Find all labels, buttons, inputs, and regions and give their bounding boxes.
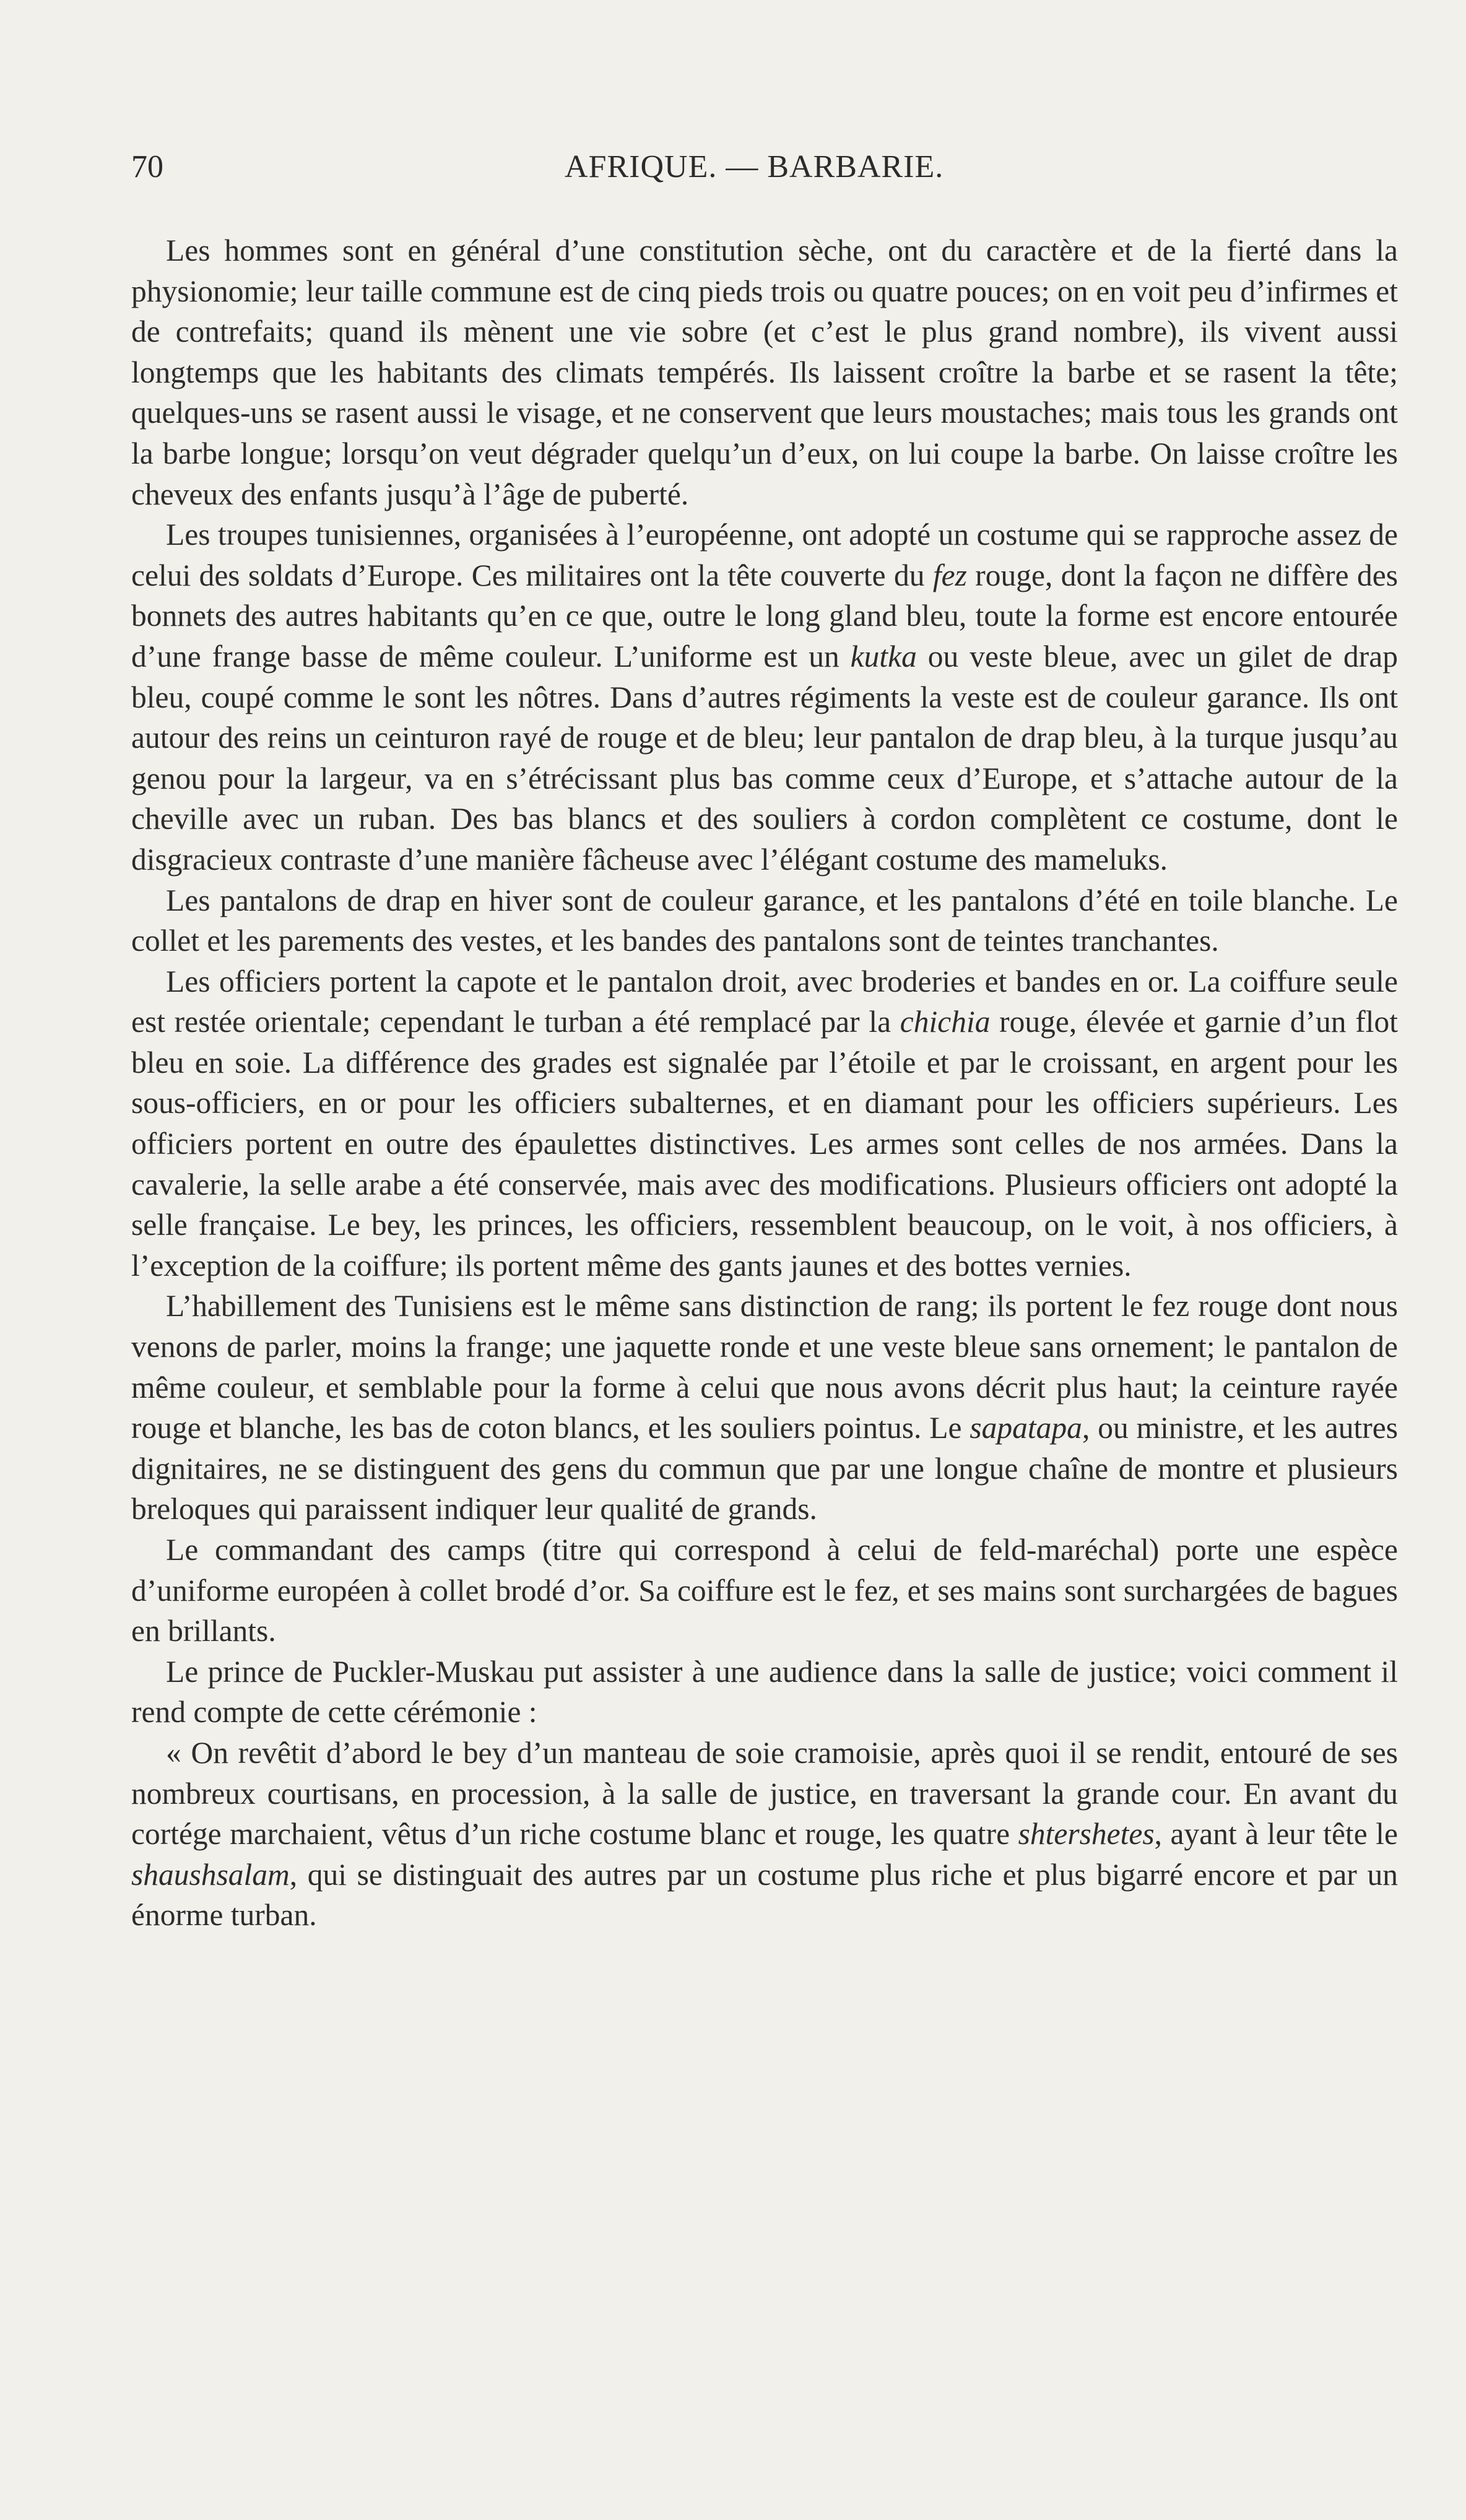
page-header <box>131 149 1399 204</box>
paragraph-text: Le commandant des camps (titre qui correspond à celui de feld-maréchal) porte une espèce d’uniforme européen à collet brodé d’or. Sa coiffure est le fez, et ses mains sont surchargées de bagues en brillants. <box>131 1533 1398 1648</box>
paragraph-text: , qui se distinguait des autres par un costume plus riche et plus bigarré encore et par un énorme turban. <box>131 1857 1398 1933</box>
paragraph-text: « On revêtit d’abord le bey d’un manteau de soie cramoisie, après quoi il se rendit, entouré de ses nombreux courtisans, en procession, à la salle de justice, en traversant la grande cour. En avant du cortége marchaient, vêtus d’un riche costume blanc et rouge, les quatre <box>131 1735 1398 1851</box>
italic-term-kutka: kutka <box>850 639 917 673</box>
paragraph-quotation <box>131 1733 1398 1936</box>
paragraph-puckler-muskau <box>131 1652 1398 1733</box>
paragraph-text: ou veste bleue, avec un gilet de drap bleu, coupé comme le sont les nôtres. Dans d’autres régiments la veste est de couleur garance. Ils ont autour des reins un ceinturon rayé de rouge et de bleu; leur pantalon de drap bleu, à la turque jusqu’au genou pour la largeur, va en s’étrécissant plus bas comme ceux d’Europe, et s’attache autour de la cheville avec un ruban. Des bas blancs et des souliers à cordon complètent ce costume, dont le disgracieux contraste d’une manière fâcheuse avec l’élégant costume des mameluks. <box>131 639 1398 877</box>
paragraph-trousers <box>131 880 1398 961</box>
paragraph-text: Les officiers portent la capote et le pantalon droit, avec broderies et bandes en or. La coiffure seule est restée orientale; cependant le turban a été remplacé par la <box>131 964 1398 1039</box>
paragraph-text: , ou ministre, et les autres dignitaires, ne se distinguent des gens du commun que par une longue chaîne de montre et plusieurs breloques qui paraissent indiquer leur qualité de grands. <box>131 1411 1398 1526</box>
paragraph-camp-commander <box>131 1530 1398 1652</box>
italic-term-chichia: chichia <box>900 1005 991 1039</box>
paragraph-men-constitution <box>131 230 1398 514</box>
paragraph-tunisian-troops <box>131 514 1398 880</box>
paragraph-text: , ayant à leur tête le <box>1154 1817 1399 1851</box>
paragraph-text: L’habillement des Tunisiens est le même sans distinction de rang; ils portent le fez rouge dont nous venons de parler, moins la frange; une jaquette ronde et une veste bleue sans ornement; le pantalon de même couleur, et semblable pour la forme à celui que nous avons décrit plus haut; la ceinture rayée rouge et blanche, les bas de coton blancs, et les souliers pointus. Le <box>131 1289 1398 1445</box>
paragraph-text: Les hommes sont en général d’une constitution sèche, ont du caractère et de la fierté dans la physionomie; leur taille commune est de cinq pieds trois ou quatre pouces; on en voit peu d’infirmes et de contrefaits; quand ils mènent une vie sobre (et c’est le plus grand nombre), ils vivent aussi longtemps que les habitants des climats tempérés. Ils laissent croître la barbe et se rasent la tête; quelques-uns se rasent aussi le visage, et ne conservent que leurs moustaches; mais tous les grands ont la barbe longue; lorsqu’on veut dégrader quelqu’un d’eux, on lui coupe la barbe. On laisse croître les cheveux des enfants jusqu’à l’âge de puberté. <box>131 233 1398 511</box>
italic-term-shaushsalam: shaushsalam <box>131 1857 290 1892</box>
paragraph-text: Le prince de Puckler-Muskau put assister à une audience dans la salle de justice; voici comment il rend compte de cette cérémonie : <box>131 1654 1398 1730</box>
paragraph-text: Les troupes tunisiennes, organisées à l’européenne, ont adopté un costume qui se rapproche assez de celui des soldats d’Europe. Ces militaires ont la tête couverte du <box>131 517 1398 592</box>
body-text <box>131 230 1398 1936</box>
paragraph-text: Les pantalons de drap en hiver sont de couleur garance, et les pantalons d’été en toile blanche. Le collet et les parements des vestes, et les bandes des pantalons sont de teintes tranchantes. <box>131 883 1398 958</box>
running-title: AFRIQUE. — BARBARIE. <box>565 149 944 184</box>
paragraph-text: rouge, élevée et garnie d’un flot bleu en soie. La différence des grades est signalée par l’étoile et par le croissant, en argent pour les sous-officiers, en or pour les officiers subalternes, et en diamant pour les officiers supérieurs. Les officiers portent en outre des épaulettes distinctives. Les armes sont celles de nos armées. Dans la cavalerie, la selle arabe a été conservée, mais avec des modifications. Plusieurs officiers ont adopté la selle française. Le bey, les princes, les officiers, ressemblent beaucoup, on le voit, à nos officiers, à l’exception de la coiffure; ils portent même des gants jaunes et des bottes vernies. <box>131 1005 1398 1283</box>
paragraph-officers <box>131 961 1398 1286</box>
italic-term-fez: fez <box>932 558 967 592</box>
page-number: 70 <box>131 149 163 184</box>
italic-term-sapatapa: sapatapa <box>969 1411 1082 1445</box>
paragraph-text: rouge, dont la façon ne diffère des bonnets des autres habitants qu’en ce que, outre le long gland bleu, toute la forme est encore entourée d’une frange basse de même couleur. L’uniforme est un <box>131 558 1399 673</box>
paragraph-tunisian-dress <box>131 1286 1398 1530</box>
italic-term-shtershetes: shtershetes <box>1018 1817 1155 1851</box>
